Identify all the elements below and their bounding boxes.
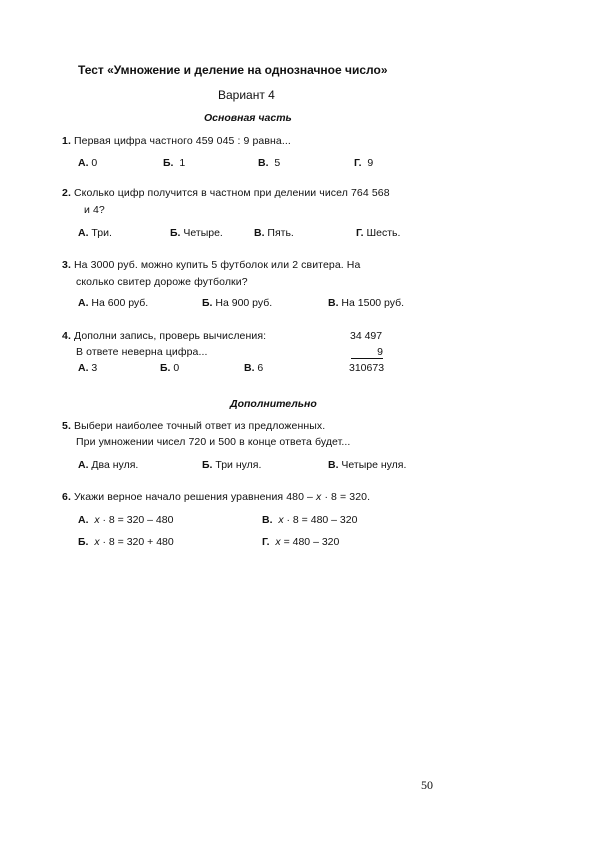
option-value: На 900 руб. — [215, 297, 273, 309]
calc-multiplier: 9 — [351, 346, 383, 359]
option-label: Б. — [163, 157, 174, 169]
option-value: На 1500 руб. — [341, 297, 405, 309]
option-label: А. — [78, 157, 89, 169]
option-label: Г. — [356, 227, 364, 239]
calc-top-number: 34 497 — [350, 330, 383, 342]
q1-option-a[interactable] — [78, 157, 97, 169]
option-variable: x — [275, 536, 281, 548]
option-label: Г. — [262, 536, 270, 548]
section-extra-heading: Дополнительно — [230, 398, 317, 410]
option-value: Три нуля. — [215, 459, 262, 471]
question-1-text: Первая цифра частного 459 045 : 9 равна... — [74, 135, 291, 147]
q2-option-a[interactable] — [78, 227, 112, 239]
question-2-text-line1: Сколько цифр получится в частном при делении чисел 764 568 — [74, 187, 390, 199]
question-1 — [62, 135, 291, 147]
option-label: Г. — [354, 157, 362, 169]
option-label: Б. — [202, 297, 213, 309]
option-label: В. — [328, 297, 339, 309]
option-label: В. — [328, 459, 339, 471]
option-value: 3 — [91, 362, 98, 374]
option-variable: x — [94, 514, 100, 526]
option-value: 1 — [179, 157, 186, 169]
option-label: А. — [78, 297, 89, 309]
option-value: 5 — [274, 157, 281, 169]
option-value: Два нуля. — [91, 459, 139, 471]
option-value: 0 — [91, 157, 98, 169]
option-value: · 8 = 320 – 480 — [102, 514, 174, 526]
q2-option-d[interactable] — [356, 227, 400, 239]
option-label: Б. — [202, 459, 213, 471]
q5-option-c[interactable] — [328, 459, 406, 471]
option-label: В. — [262, 514, 273, 526]
q1-option-b[interactable] — [163, 157, 185, 169]
option-label: Б. — [160, 362, 171, 374]
q5-option-b[interactable] — [202, 459, 261, 471]
option-value: На 600 руб. — [91, 297, 149, 309]
question-2-number: 2. — [62, 187, 71, 199]
question-6-variable: x — [316, 491, 322, 503]
option-label: Б. — [78, 536, 89, 548]
question-6 — [62, 491, 370, 503]
q3-option-a[interactable] — [78, 297, 148, 309]
option-label: А. — [78, 459, 89, 471]
question-2 — [62, 187, 390, 199]
q6-option-a[interactable] — [78, 514, 173, 526]
option-value: 6 — [257, 362, 264, 374]
calc-result: 310673 — [349, 362, 385, 374]
question-5-text-line2: При умножении чисел 720 и 500 в конце ответа будет... — [76, 436, 351, 448]
option-value: Четыре нуля. — [341, 459, 407, 471]
question-5-number: 5. — [62, 420, 71, 432]
option-variable: x — [94, 536, 100, 548]
option-label: А. — [78, 514, 89, 526]
question-3-number: 3. — [62, 259, 71, 271]
option-label: В. — [244, 362, 255, 374]
q5-option-a[interactable] — [78, 459, 138, 471]
option-label: В. — [258, 157, 269, 169]
page-number: 50 — [421, 778, 433, 792]
option-value: = 480 – 320 — [283, 536, 340, 548]
option-variable: x — [278, 514, 284, 526]
q4-option-b[interactable] — [160, 362, 179, 374]
q6-option-d[interactable] — [262, 536, 339, 548]
question-4-text-line1: Дополни запись, проверь вычисления: — [74, 330, 267, 342]
option-value: 9 — [367, 157, 374, 169]
option-label: А. — [78, 227, 89, 239]
q6-option-c[interactable] — [262, 514, 357, 526]
q4-option-c[interactable] — [244, 362, 263, 374]
question-4 — [62, 330, 266, 342]
q4-option-a[interactable] — [78, 362, 97, 374]
option-label: А. — [78, 362, 89, 374]
option-value: · 8 = 480 – 320 — [286, 514, 358, 526]
question-5 — [62, 420, 325, 432]
option-value: Пять. — [267, 227, 294, 239]
q2-option-b[interactable] — [170, 227, 223, 239]
option-value: 0 — [173, 362, 180, 374]
question-6-text-before: Укажи верное начало решения уравнения 480 – — [74, 491, 314, 503]
question-3-text-line1: На 3000 руб. можно купить 5 футболок или 2 свитера. На — [74, 259, 361, 271]
question-4-text-line2: В ответе неверна цифра... — [76, 346, 208, 358]
q6-option-b[interactable] — [78, 536, 174, 548]
option-value: · 8 = 320 + 480 — [102, 536, 174, 548]
question-5-text-line1: Выбери наиболее точный ответ из предложенных. — [74, 420, 326, 432]
variant-label: Вариант 4 — [218, 88, 275, 102]
question-3-text-line2: сколько свитер дороже футболки? — [76, 276, 248, 288]
option-value: Три. — [91, 227, 112, 239]
question-6-text-after: · 8 = 320. — [324, 491, 371, 503]
test-title: Тест «Умножение и деление на однозначное число» — [78, 63, 388, 77]
q3-option-b[interactable] — [202, 297, 272, 309]
question-1-number: 1. — [62, 135, 71, 147]
question-4-number: 4. — [62, 330, 71, 342]
q1-option-d[interactable] — [354, 157, 373, 169]
question-3 — [62, 259, 360, 271]
option-label: В. — [254, 227, 265, 239]
question-6-number: 6. — [62, 491, 71, 503]
option-label: Б. — [170, 227, 181, 239]
option-value: Четыре. — [183, 227, 223, 239]
option-value: Шесть. — [366, 227, 401, 239]
q2-option-c[interactable] — [254, 227, 294, 239]
question-2-text-line2: и 4? — [84, 204, 105, 216]
section-main-heading: Основная часть — [204, 112, 292, 124]
q1-option-c[interactable] — [258, 157, 280, 169]
q3-option-c[interactable] — [328, 297, 404, 309]
